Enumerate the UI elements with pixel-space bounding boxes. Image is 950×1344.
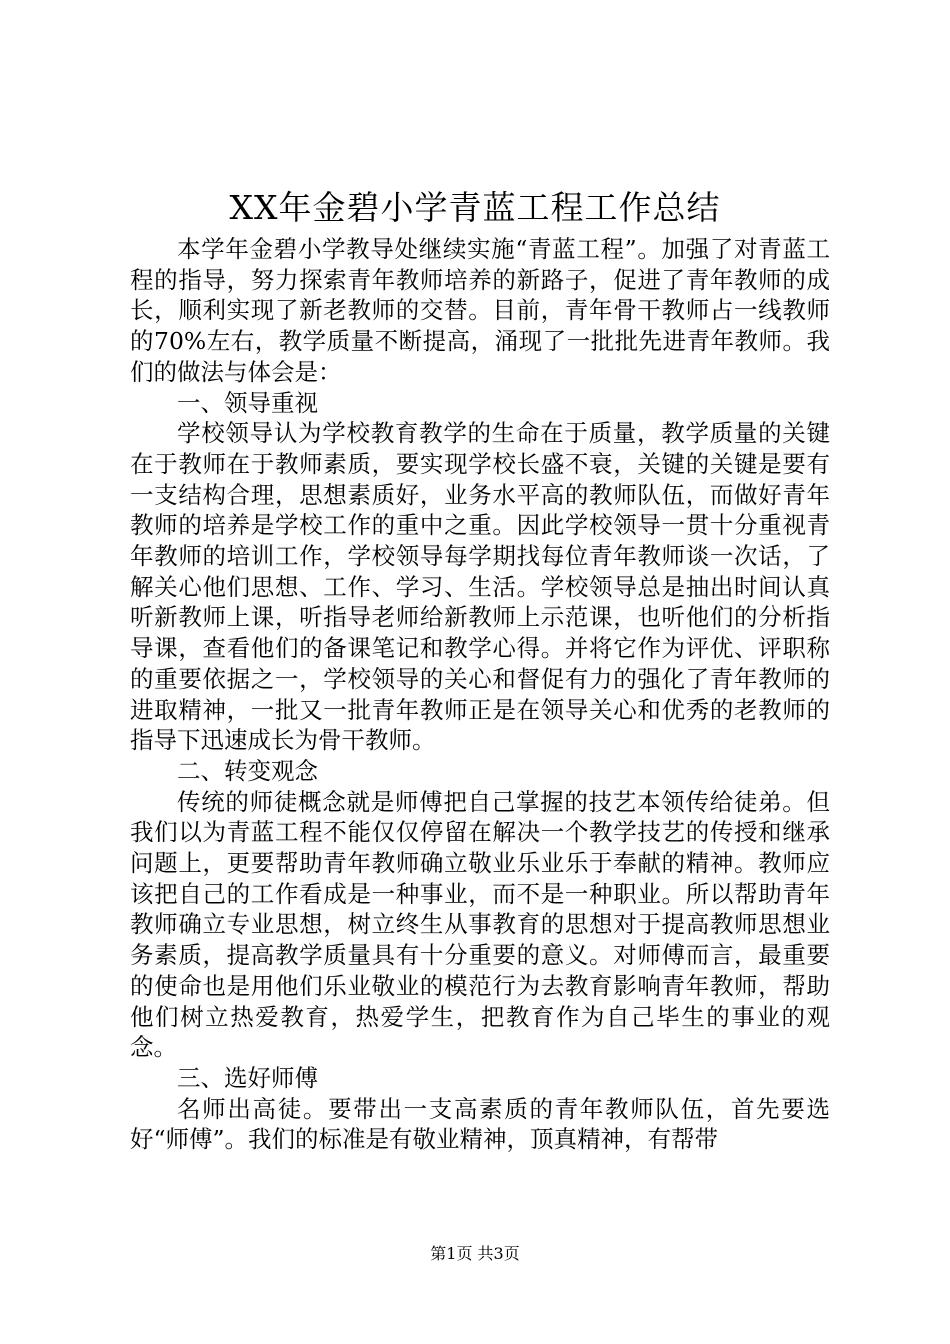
document-body <box>130 234 830 1155</box>
section-heading-1: 一、领导重视 <box>177 388 318 417</box>
page-footer: 第1页 共3页 <box>430 1244 520 1263</box>
section-heading-2: 二、转变观念 <box>177 756 318 785</box>
section-3-paragraph: 名师出高徒。要带出一支高素质的青年教师队伍，首先要选好“师傅”。我们的标准是有敬业精神，顶真精神，有帮带 <box>130 1094 830 1154</box>
intro-paragraph: 本学年金碧小学教导处继续实施“青蓝工程”。加强了对青蓝工程的指导，努力探索青年教师培养的新路子，促进了青年教师的成长，顺利实现了新老教师的交替。目前，青年骨干教师占一线教师的70%左右，教学质量不断提高，涌现了一批批先进青年教师。我们的做法与体会是： <box>130 235 830 386</box>
section-1-paragraph: 学校领导认为学校教育教学的生命在于质量，教学质量的关键在于教师在于教师素质，要实现学校长盛不衰，关键的关键是要有一支结构合理，思想素质好，业务水平高的教师队伍，而做好青年教师的培养是学校工作的重中之重。因此学校领导一贯十分重视青年教师的培训工作，学校领导每学期找每位青年教师谈一次话，了解关心他们思想、工作、学习、生活。学校领导总是抽出时间认真听新教师上课，听指导老师给新教师上示范课，也听他们的分析指导课，查看他们的备课笔记和教学心得。并将它作为评优、评职称的重要依据之一，学校领导的关心和督促有力的强化了青年教师的进取精神，一批又一批青年教师正是在领导关心和优秀的老教师的指导下迅速成长为骨干教师。 <box>130 419 830 755</box>
section-heading-3: 三、选好师傅 <box>177 1063 318 1092</box>
document-title: XX年金碧小学青蓝工程工作总结 <box>229 188 721 227</box>
section-2-paragraph: 传统的师徒概念就是师傅把自己掌握的技艺本领传给徒弟。但我们以为青蓝工程不能仅仅停留在解决一个教学技艺的传授和继承问题上，更要帮助青年教师确立敬业乐业乐于奉献的精神。教师应该把自己的工作看成是一种事业，而不是一种职业。所以帮助青年教师确立专业思想，树立终生从事教育的思想对于提高教师思想业务素质，提高教学质量具有十分重要的意义。对师傅而言，最重要的使命也是用他们乐业敬业的模范行为去教育影响青年教师，帮助他们树立热爱教育，热爱学生，把教育作为自己毕生的事业的观念。 <box>130 787 830 1062</box>
